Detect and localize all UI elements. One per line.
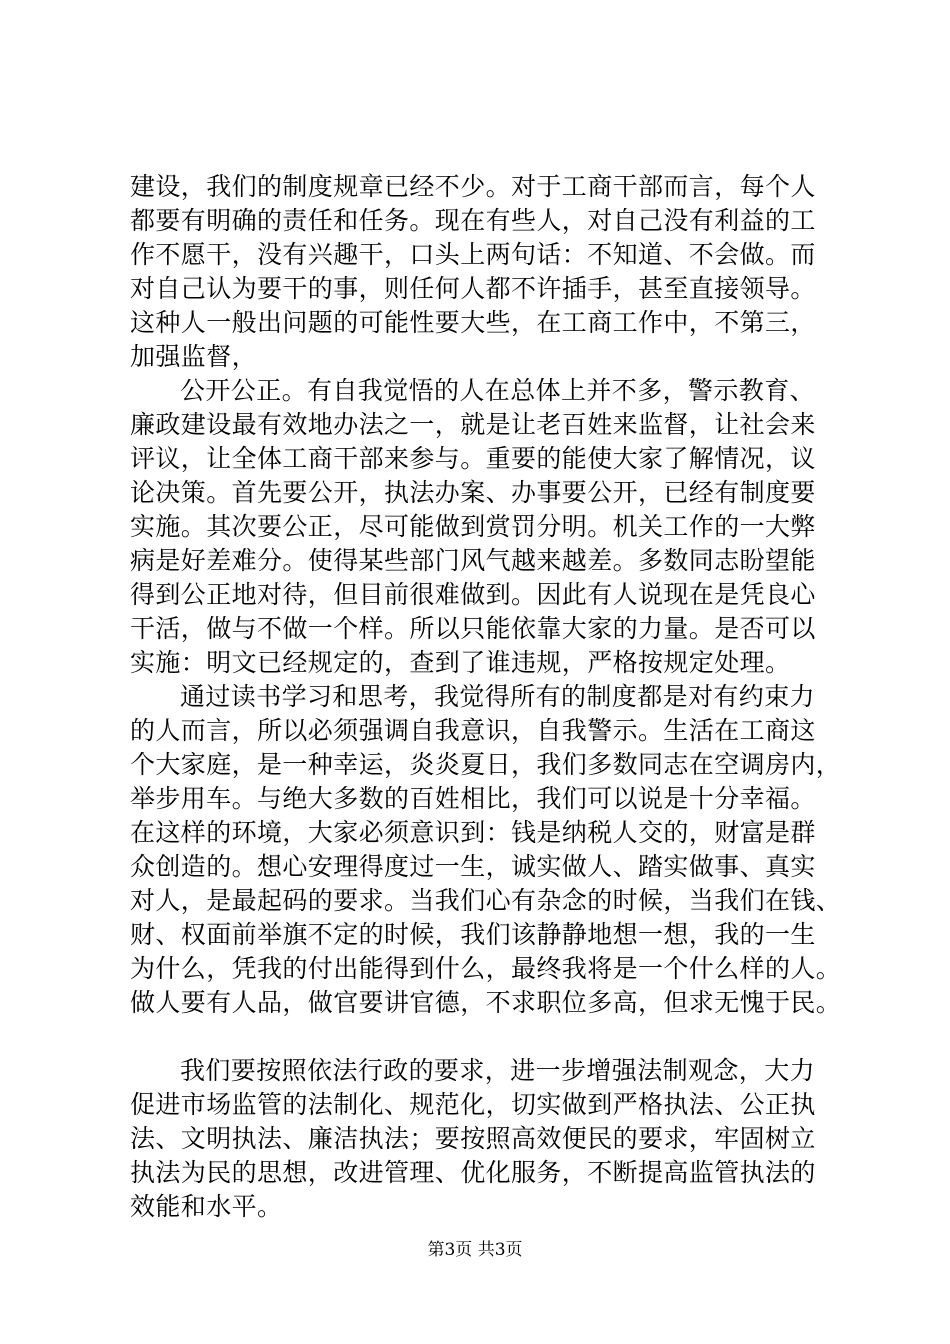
- text-line: 财、权面前举旗不定的时候，我们该静静地想一想，我的一生: [130, 920, 816, 949]
- text-line: 做人要有人品，做官要讲官德，不求职位多高，但求无愧于民。: [130, 988, 842, 1017]
- text-line: 病是好差难分。使得某些部门风气越来越差。多数同志盼望能: [130, 546, 816, 575]
- text-line: 举步用车。与绝大多数的百姓相比，我们可以说是十分幸福。: [130, 784, 816, 813]
- text-line: 这种人一般出问题的可能性要大些，在工商工作中，不第三，: [130, 308, 816, 337]
- text-line: 加强监督，: [130, 342, 258, 371]
- text-line: 我们要按照依法行政的要求，进一步增强法制观念，大力: [180, 1056, 816, 1085]
- text-line: 公开公正。有自我觉悟的人在总体上并不多，警示教育、: [180, 376, 816, 405]
- paragraph-4: [130, 1054, 830, 1224]
- text-line: 得到公正地对待，但目前很难做到。因此有人说现在是凭良心: [130, 580, 816, 609]
- text-line: 都要有明确的责任和任务。现在有些人，对自己没有利益的工: [130, 206, 816, 235]
- page-number-footer: 第3页 共3页: [427, 1240, 523, 1260]
- text-line: 评议，让全体工商干部来参与。重要的能使大家了解情况，议: [130, 444, 816, 473]
- text-line: 的人而言，所以必须强调自我意识，自我警示。生活在工商这: [130, 716, 816, 745]
- text-line: 论决策。首先要公开，执法办案、办事要公开，已经有制度要: [130, 478, 816, 507]
- text-line: 在这样的环境，大家必须意识到：钱是纳税人交的，财富是群: [130, 818, 816, 847]
- text-line: 作不愿干，没有兴趣干，口头上两句话：不知道、不会做。而: [130, 240, 816, 269]
- text-line: 个大家庭，是一种幸运，炎炎夏日，我们多数同志在空调房内，: [130, 750, 842, 779]
- text-line: 效能和水平。: [130, 1192, 283, 1221]
- text-line: 法、文明执法、廉洁执法；要按照高效便民的要求，牢固树立: [130, 1124, 816, 1153]
- paragraph-1: [130, 170, 830, 374]
- text-line: 廉政建设最有效地办法之一，就是让老百姓来监督，让社会来: [130, 410, 816, 439]
- text-line: 对人，是最起码的要求。当我们心有杂念的时候，当我们在钱、: [130, 886, 842, 915]
- text-line: 促进市场监管的法制化、规范化，切实做到严格执法、公正执: [130, 1090, 816, 1119]
- paragraph-3: [130, 680, 842, 1020]
- text-line: 通过读书学习和思考，我觉得所有的制度都是对有约束力: [180, 682, 816, 711]
- text-line: 众创造的。想心安理得度过一生，诚实做人、踏实做事、真实: [130, 852, 816, 881]
- text-line: 执法为民的思想，改进管理、优化服务，不断提高监管执法的: [130, 1158, 816, 1187]
- text-line: 实施：明文已经规定的，查到了谁违规，严格按规定处理。: [130, 648, 791, 677]
- text-line: 为什么，凭我的付出能得到什么，最终我将是一个什么样的人。: [130, 954, 842, 983]
- paragraph-2: [130, 374, 830, 680]
- text-line: 建设，我们的制度规章已经不少。对于工商干部而言，每个人: [130, 172, 816, 201]
- document-body: [130, 170, 842, 1224]
- text-line: 对自己认为要干的事，则任何人都不许插手，甚至直接领导。: [130, 274, 816, 303]
- text-line: 干活，做与不做一个样。所以只能依靠大家的力量。是否可以: [130, 614, 816, 643]
- paragraph-spacer: [130, 1020, 830, 1054]
- text-line: 实施。其次要公正，尽可能做到赏罚分明。机关工作的一大弊: [130, 512, 816, 541]
